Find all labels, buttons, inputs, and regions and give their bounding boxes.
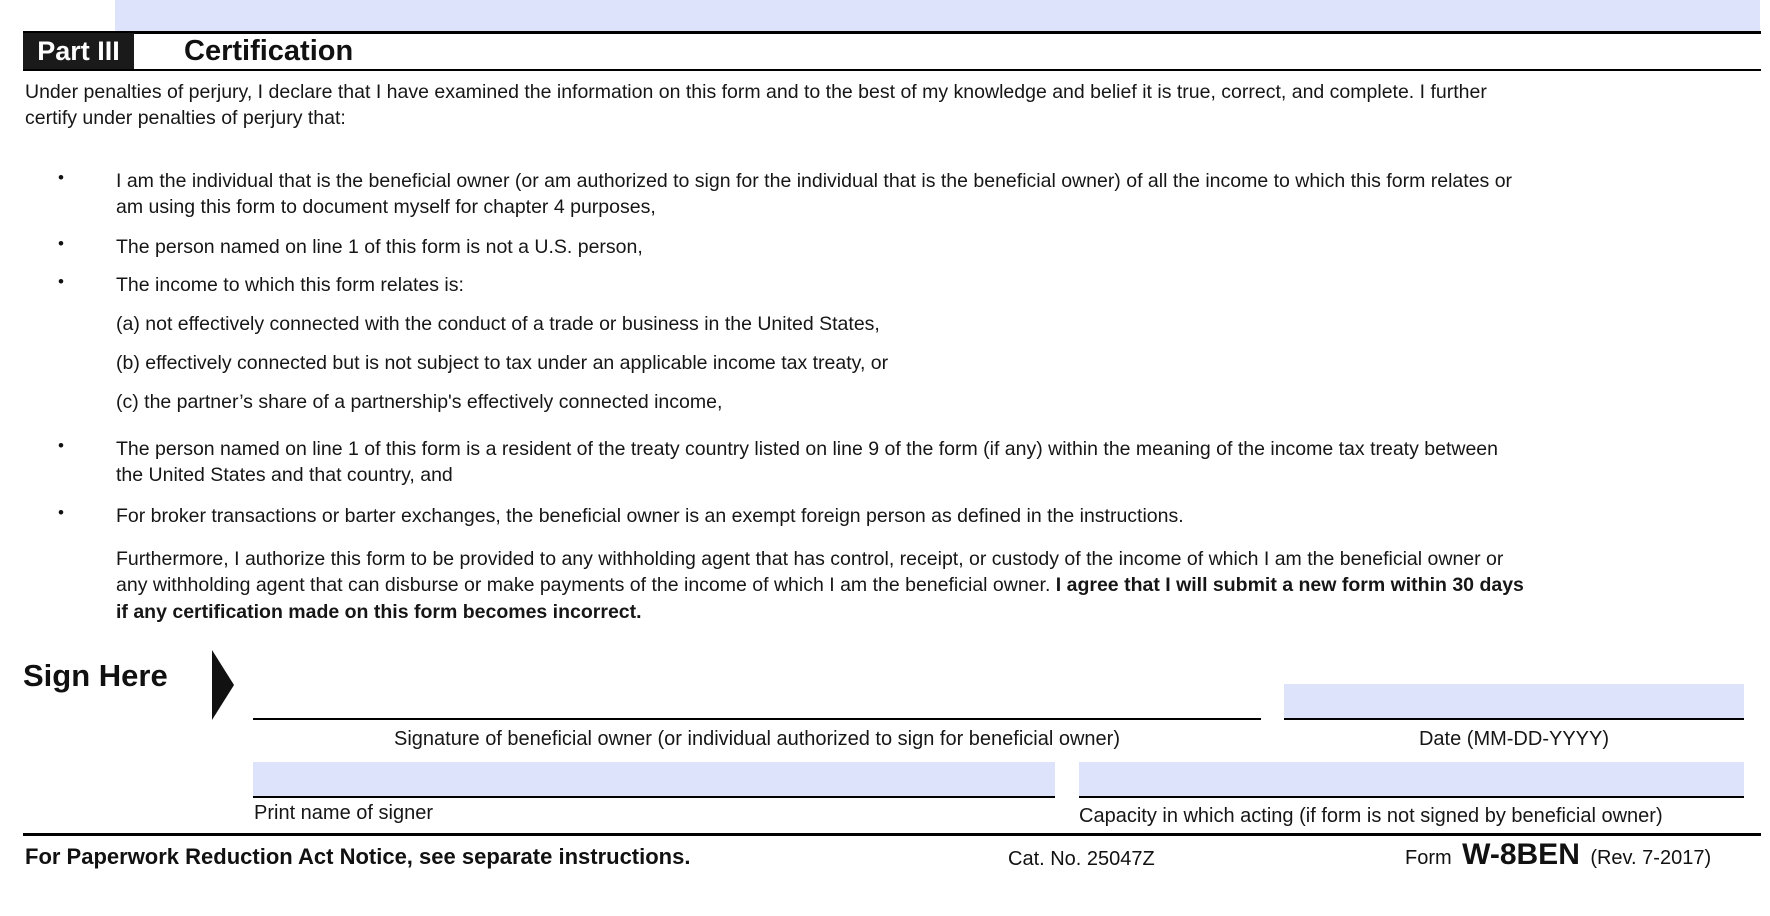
bullet-3-item-a: (a) not effectively connected with the conduct of a trade or business in the United States, <box>116 313 880 335</box>
part-badge: Part III <box>23 33 134 69</box>
furthermore-line-3: if any certification made on this form becomes incorrect. <box>116 601 642 623</box>
date-line <box>1284 718 1744 720</box>
form-name: W-8BEN <box>1462 838 1580 871</box>
bullet-4-line-2: the United States and that country, and <box>116 464 453 486</box>
furthermore-line-2-bold: I agree that I will submit a new form within 30 days <box>1055 574 1524 596</box>
bullet-4-glyph: • <box>58 436 64 455</box>
form-prefix: Form <box>1405 847 1452 869</box>
form-id <box>1405 838 1711 872</box>
capacity-field[interactable] <box>1079 762 1744 796</box>
bullet-4-line-1: The person named on line 1 of this form is a resident of the treaty country listed on line 9 of the form (if any) within the meaning of the income tax treaty between <box>116 438 1498 460</box>
print-name-field[interactable] <box>253 762 1055 796</box>
signature-field[interactable] <box>253 688 1261 718</box>
form-revision: (Rev. 7-2017) <box>1590 847 1712 869</box>
bullet-2-text: The person named on line 1 of this form is not a U.S. person, <box>116 236 643 258</box>
bullet-3-item-c: (c) the partner’s share of a partnership's effectively connected income, <box>116 391 723 413</box>
sign-here-heading: Sign Here <box>23 658 168 693</box>
print-name-label: Print name of signer <box>254 802 433 824</box>
date-field[interactable] <box>1284 684 1744 718</box>
capacity-label: Capacity in which acting (if form is not signed by beneficial owner) <box>1079 805 1663 827</box>
part-title: Certification <box>184 35 354 67</box>
sign-arrow-icon <box>212 650 234 720</box>
bullet-3-glyph: • <box>58 272 64 291</box>
bullet-1-line-1: I am the individual that is the beneficial owner (or am authorized to sign for the individual that is the beneficial owner) of all the income to which this form relates or <box>116 170 1513 192</box>
part-header-bottom-rule <box>23 69 1761 71</box>
intro-line-1: Under penalties of perjury, I declare that I have examined the information on this form and to the best of my knowledge and belief it is true, correct, and complete. I further <box>25 81 1487 103</box>
signature-line <box>253 718 1261 720</box>
bullet-1-glyph: • <box>58 168 64 187</box>
cat-number: Cat. No. 25047Z <box>1008 848 1155 870</box>
capacity-line <box>1079 796 1744 798</box>
bullet-1-line-2: am using this form to document myself for chapter 4 purposes, <box>116 196 656 218</box>
print-name-line <box>253 796 1055 798</box>
bullet-3-item-b: (b) effectively connected but is not subject to tax under an applicable income tax treaty, or <box>116 352 889 374</box>
bullet-3-text: The income to which this form relates is: <box>116 274 464 296</box>
previous-field-input[interactable] <box>115 0 1760 32</box>
intro-line-2: certify under penalties of perjury that: <box>25 107 346 129</box>
furthermore-line-1: Furthermore, I authorize this form to be provided to any withholding agent that has control, receipt, or custody of the income of which I am the beneficial owner or <box>116 548 1504 570</box>
signature-label: Signature of beneficial owner (or individual authorized to sign for beneficial owner) <box>394 728 1120 750</box>
paperwork-notice: For Paperwork Reduction Act Notice, see separate instructions. <box>25 844 691 869</box>
bullet-2-glyph: • <box>58 234 64 253</box>
bullet-5-text: For broker transactions or barter exchanges, the beneficial owner is an exempt foreign person as defined in the instructions. <box>116 505 1184 527</box>
furthermore-line-2 <box>116 572 1524 598</box>
footer-rule <box>23 833 1761 836</box>
date-label: Date (MM-DD-YYYY) <box>1418 728 1609 750</box>
bullet-5-glyph: • <box>58 503 64 522</box>
furthermore-line-2-regular: any withholding agent that can disburse or make payments of the income of which I am the beneficial owner. <box>116 574 1056 596</box>
